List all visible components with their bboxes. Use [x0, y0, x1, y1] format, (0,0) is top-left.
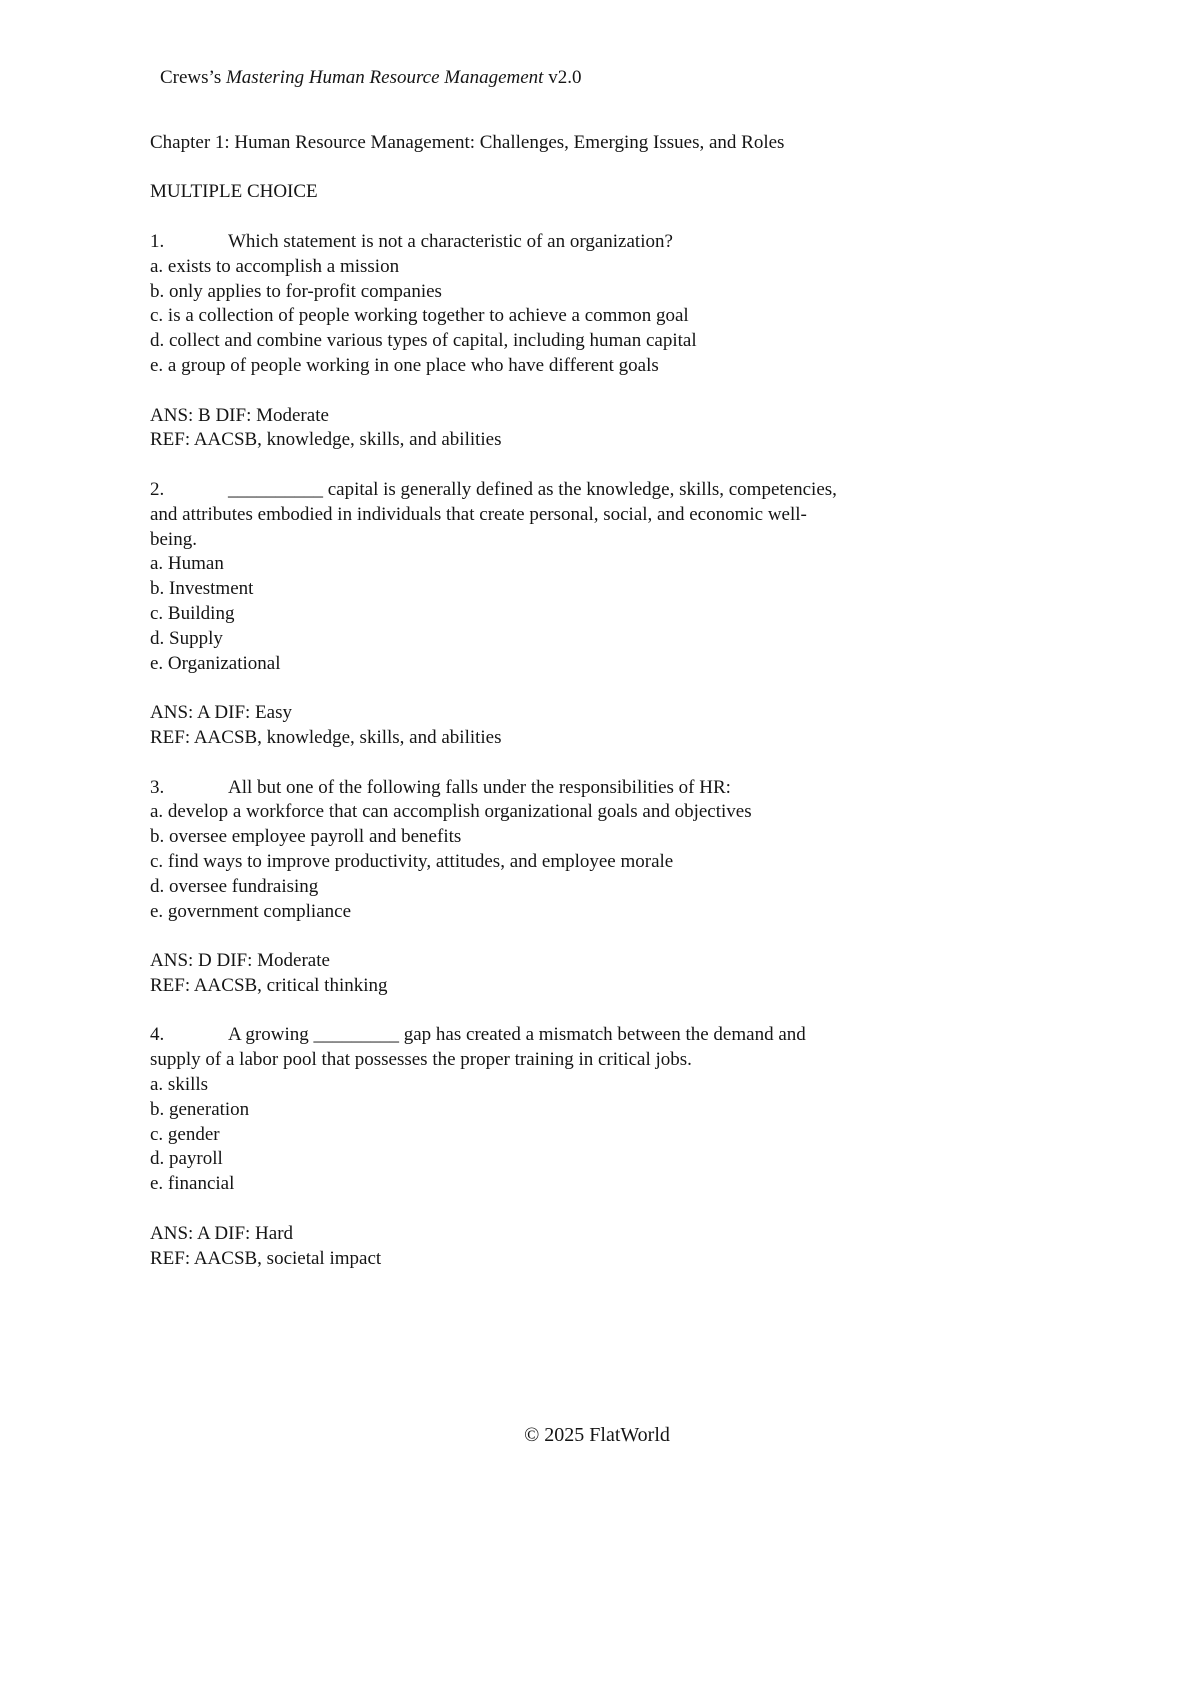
question-2-option-e: e. Organizational: [150, 652, 281, 674]
page-footer-copyright: © 2025 FlatWorld: [524, 1424, 670, 1447]
question-2-option-d: d. Supply: [150, 627, 223, 649]
question-2: [150, 478, 1044, 751]
question-4-answer-line: ANS: A DIF: Hard: [150, 1222, 294, 1244]
question-2-option-a: a. Human: [150, 553, 224, 575]
spacer: [150, 91, 1044, 131]
question-1-option-d: d. collect and combine various types of capital, including human capital: [150, 330, 697, 352]
question-1-option-a: a. exists to accomplish a mission: [150, 255, 400, 277]
question-2-answer-line: ANS: A DIF: Easy: [150, 702, 292, 724]
question-1-answer-line: ANS: B DIF: Moderate: [150, 404, 329, 426]
spacer: [150, 676, 1044, 701]
question-3-ref-line: REF: AACSB, critical thinking: [150, 974, 388, 996]
question-3-stem: [150, 776, 1044, 801]
spacer: [150, 999, 1044, 1024]
spacer: [150, 751, 1044, 776]
question-4-option-c: c. gender: [150, 1123, 220, 1145]
question-2-option-c: c. Building: [150, 602, 235, 624]
question-4-ref-line: REF: AACSB, societal impact: [150, 1247, 382, 1269]
question-3-option-b: b. oversee employee payroll and benefits: [150, 826, 462, 848]
spacer: [150, 1197, 1044, 1222]
question-3-option-e: e. government compliance: [150, 900, 352, 922]
question-3-option-c: c. find ways to improve productivity, attitudes, and employee morale: [150, 850, 674, 872]
question-4-stem: [150, 1023, 1044, 1048]
question-1-option-e: e. a group of people working in one place who have different goals: [150, 354, 659, 376]
question-1-option-b: b. only applies to for-profit companies: [150, 280, 442, 302]
chapter-title: Chapter 1: Human Resource Management: Challenges, Emerging Issues, and Roles: [150, 131, 785, 153]
question-4-option-e: e. financial: [150, 1173, 235, 1195]
question-4-option-d: d. payroll: [150, 1148, 223, 1170]
question-3-stem-text: All but one of the following falls under the responsibilities of HR:: [228, 776, 731, 798]
section-heading: MULTIPLE CHOICE: [150, 181, 318, 203]
running-header: [160, 66, 1044, 91]
question-1-option-c: c. is a collection of people working together to achieve a common goal: [150, 305, 689, 327]
question-1-stem-text: Which statement is not a characteristic of an organization?: [228, 230, 673, 252]
spacer: [150, 1271, 1044, 1423]
question-4-option-b: b. generation: [150, 1098, 250, 1120]
question-3-option-d: d. oversee fundraising: [150, 875, 319, 897]
question-4-stem-line-2: supply of a labor pool that possesses the proper training in critical jobs.: [150, 1049, 692, 1071]
question-1-ref-line: REF: AACSB, knowledge, skills, and abilities: [150, 429, 502, 451]
question-2-number: 2.: [150, 478, 165, 500]
question-1-stem: [150, 230, 1044, 255]
question-2-stem: [150, 478, 1044, 503]
question-4: [150, 1023, 1044, 1271]
spacer: [150, 924, 1044, 949]
question-3-answer-line: ANS: D DIF: Moderate: [150, 950, 330, 972]
spacer: [150, 379, 1044, 404]
header-version-suffix: v2.0: [543, 67, 582, 88]
question-1: [150, 230, 1044, 453]
question-4-option-a: a. skills: [150, 1074, 209, 1096]
question-2-stem-line-2: and attributes embodied in individuals that create personal, social, and economic well-: [150, 503, 807, 525]
question-2-stem-line-3: being.: [150, 528, 197, 550]
question-2-ref-line: REF: AACSB, knowledge, skills, and abilities: [150, 726, 502, 748]
header-book-title: Mastering Human Resource Management: [225, 67, 544, 88]
spacer: [150, 453, 1044, 478]
spacer: [150, 156, 1044, 181]
question-3: [150, 776, 1044, 999]
question-4-number: 4.: [150, 1024, 165, 1046]
question-2-option-b: b. Investment: [150, 578, 254, 600]
question-4-stem-text: A growing _________ gap has created a mismatch between the demand and: [228, 1024, 806, 1046]
question-2-stem-text: __________ capital is generally defined as the knowledge, skills, competencies,: [228, 478, 837, 500]
question-3-option-a: a. develop a workforce that can accomplish organizational goals and objectives: [150, 801, 752, 823]
header-author-prefix: Crews’s: [160, 67, 226, 88]
spacer: [150, 205, 1044, 230]
question-3-number: 3.: [150, 776, 165, 798]
question-1-number: 1.: [150, 230, 165, 252]
